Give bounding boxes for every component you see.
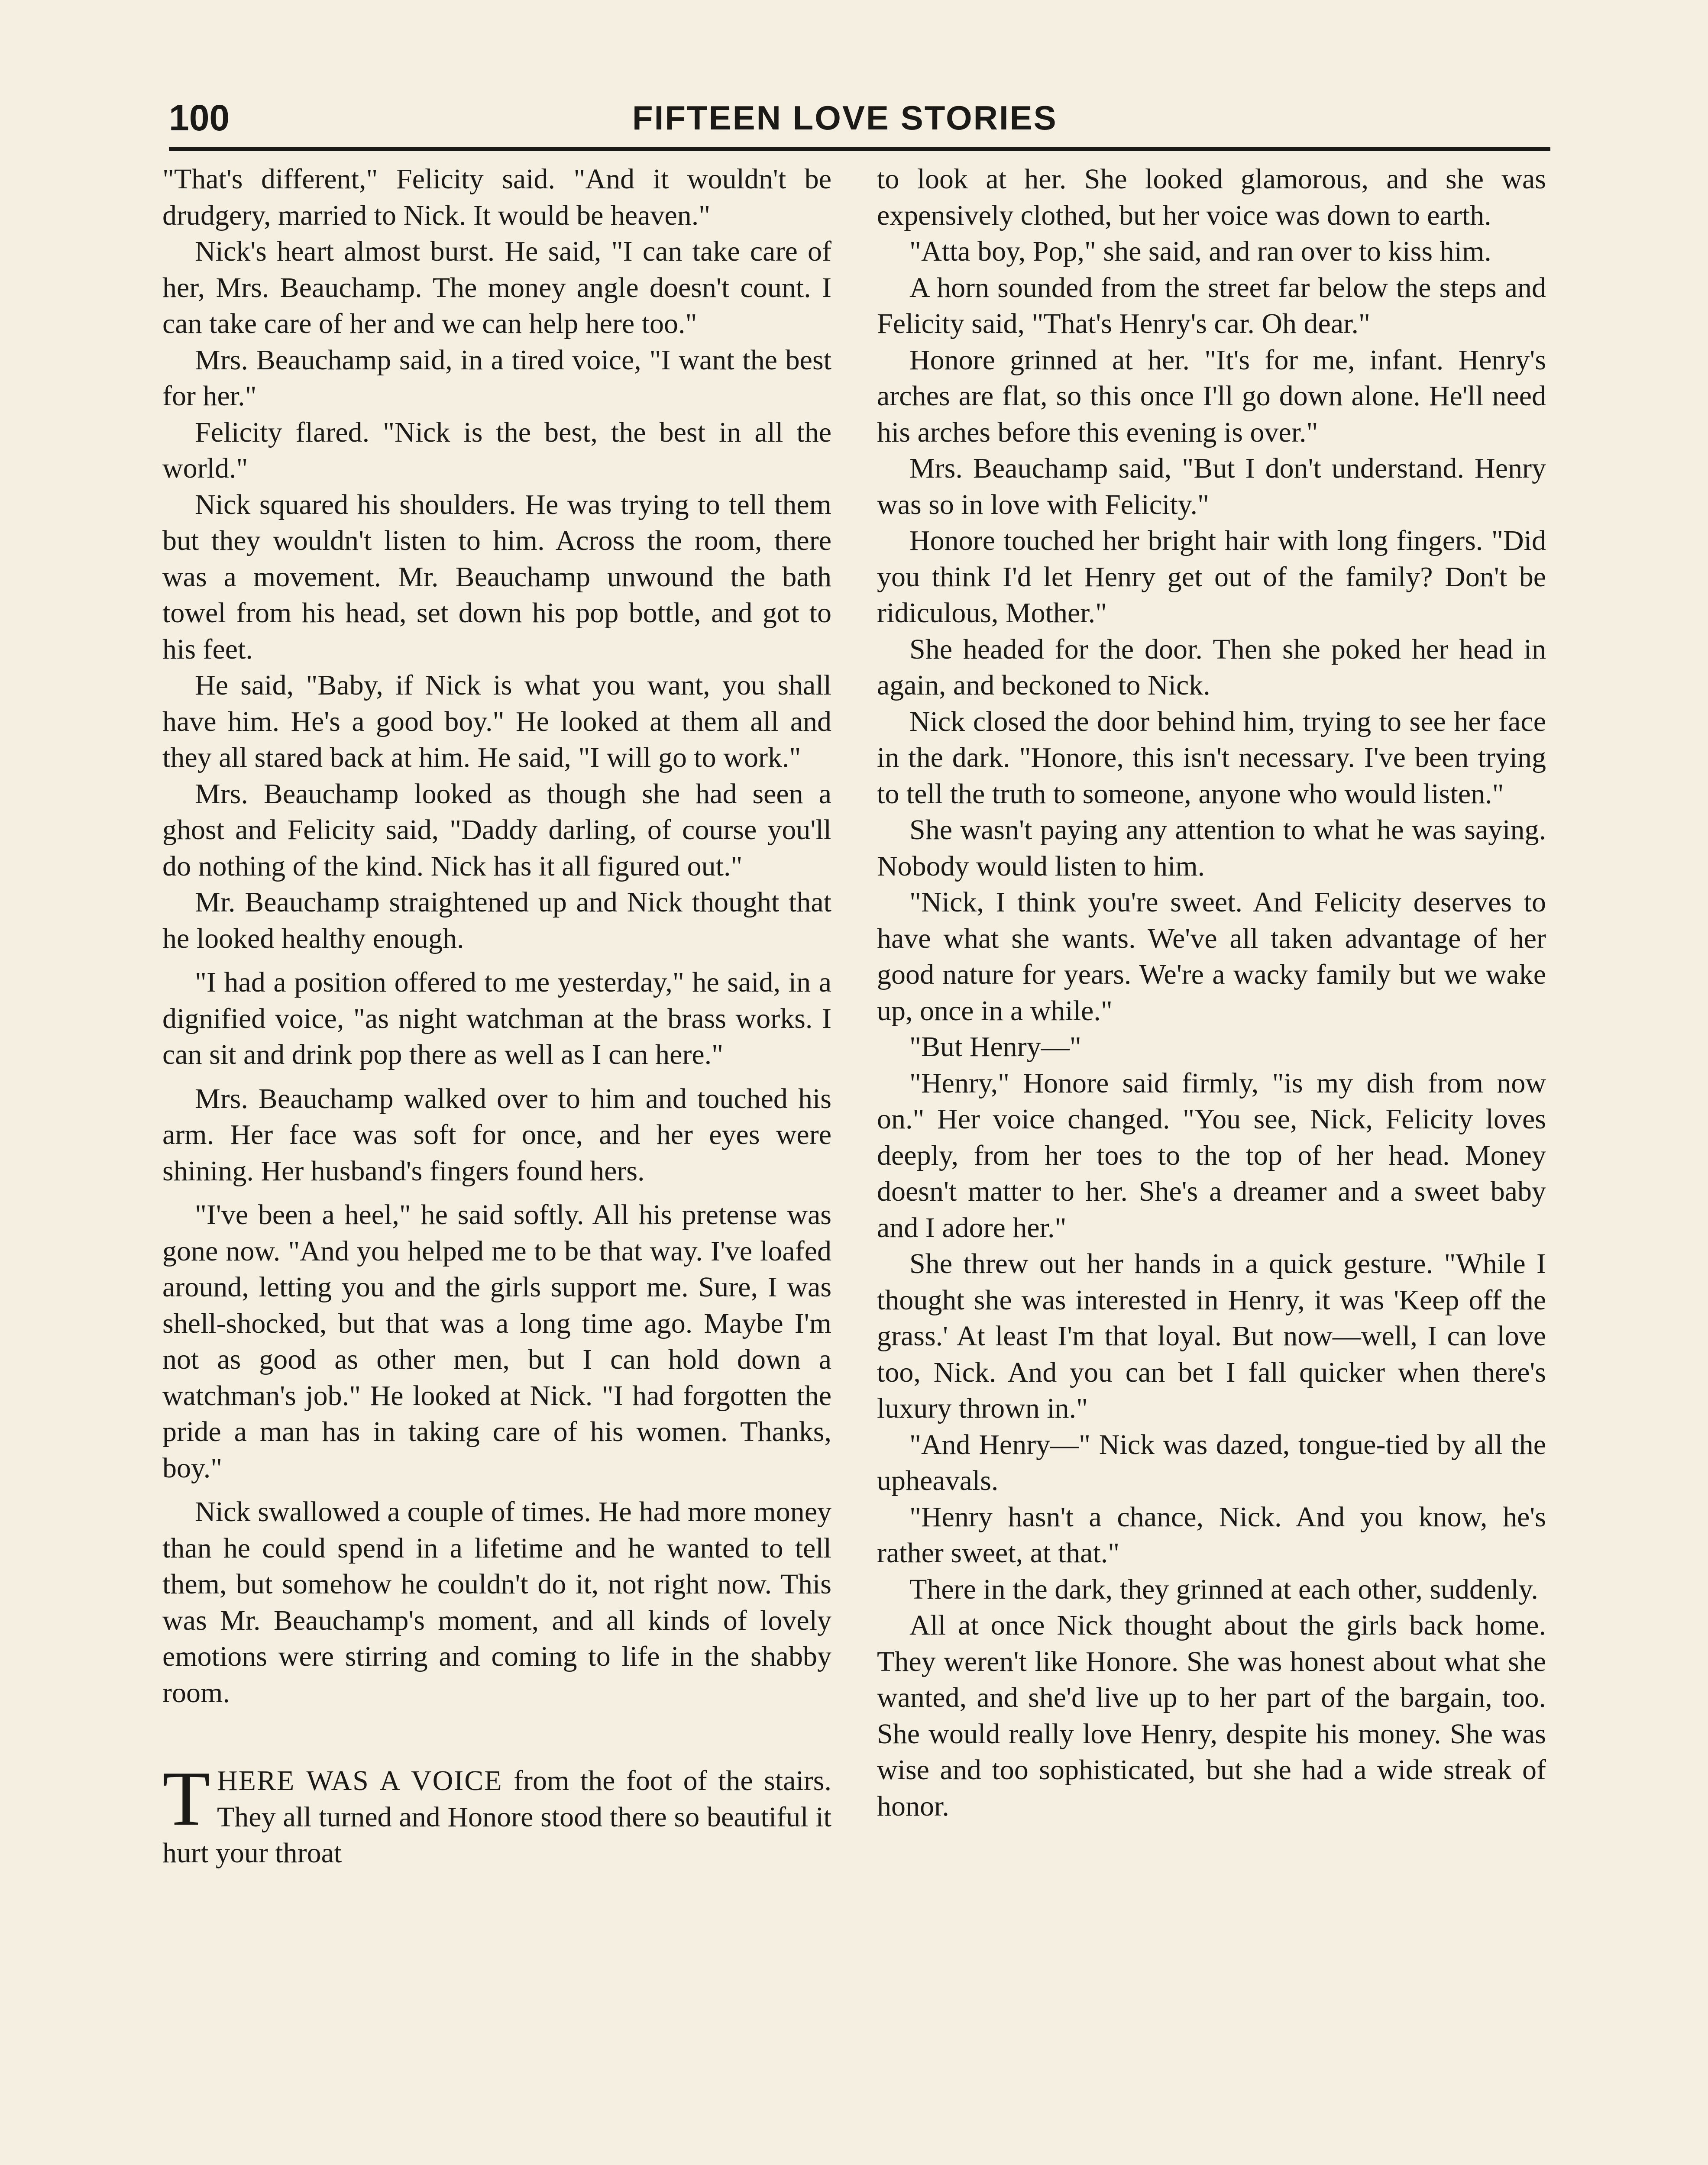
paragraph: Felicity flared. "Nick is the best, the best in all the world." — [162, 416, 831, 484]
paragraph: "I've been a heel," he said softly. All his pretense was gone now. "And you helped me to be that way. I've loafed around, letting you and the girls support me. Sure, I was shell-shocked, but that was a long time ago. Maybe I'm not as good as other men, but I can hold down a watchman's job." He looked at Nick. "I had forgotten the pride a man has in taking care of his women. Thanks, boy." — [162, 1199, 831, 1484]
paragraph: All at once Nick thought about the girls back home. They weren't like Honore. She was honest about what she wanted, and she'd live up to her part of the bargain, too. She would really love Henry, despite his money. She was wise and too sophisticated, but she had a wide streak of honor. — [877, 1609, 1546, 1822]
paragraph: She threw out her hands in a quick gesture. "While I thought she was interested in Henry, it was 'Keep off the grass.' At least I'm that loyal. But now—well, I can love too, Nick. And you can bet I fall quicker when there's luxury thrown in." — [877, 1248, 1546, 1424]
paragraph: "Nick, I think you're sweet. And Felicity deserves to have what she wants. We've all taken advantage of her good nature for years. We're a wacky family but we wake up, once in a while." — [877, 886, 1546, 1027]
paragraph: "I had a position offered to me yesterday," he said, in a dignified voice, "as night watchman at the brass works. I can sit and drink pop there as well as I can here." — [162, 966, 831, 1070]
paragraph: "That's different," Felicity said. "And it wouldn't be drudgery, married to Nick. It would be heaven." — [162, 163, 831, 231]
paragraph: Nick squared his shoulders. He was trying to tell them but they wouldn't listen to him. Across the room, there was a movement. Mr. Beauchamp unwound the bath towel from his head, set down his pop bottle, and got to his feet. — [162, 488, 831, 665]
paragraph: There in the dark, they grinned at each other, suddenly. — [909, 1573, 1538, 1605]
paragraph: Mrs. Beauchamp said, "But I don't understand. Henry was so in love with Felicity." — [877, 452, 1546, 520]
drop-cap: T — [162, 1755, 210, 1842]
paragraph: Nick swallowed a couple of times. He had more money than he could spend in a lifetime and he wanted to tell them, but somehow he couldn't do it, not right now. This was Mr. Beauchamp's moment, and all kinds of lovely emotions were stirring and coming to life in the shabby room. — [162, 1496, 831, 1709]
paragraph: Nick closed the door behind him, trying to see her face in the dark. "Honore, this isn't necessary. I've been trying to tell the truth to someone, anyone who would listen." — [877, 705, 1546, 810]
paragraph: Mr. Beauchamp straightened up and Nick thought that he looked healthy enough. — [162, 886, 831, 954]
running-title: FIFTEEN LOVE STORIES — [632, 99, 1058, 137]
section-lead-in: HERE WAS A VOICE — [217, 1765, 503, 1797]
page-number: 100 — [169, 97, 230, 138]
paragraph: Mrs. Beauchamp looked as though she had seen a ghost and Felicity said, "Daddy darling, of course you'll do nothing of the kind. Nick has it all figured out." — [162, 778, 831, 882]
paragraph: "Atta boy, Pop," she said, and ran over to kiss him. — [909, 236, 1491, 267]
paragraph: "Henry," Honore said firmly, "is my dish from now on." Her voice changed. "You see, Nick, Felicity loves deeply, from her toes to the top of her head. Money doesn't matter to her. She's a dreamer and a sweet baby and I adore her." — [877, 1067, 1546, 1244]
section-opening-paragraph — [162, 1755, 831, 1871]
paragraph: Honore grinned at her. "It's for me, infant. Henry's arches are flat, so this once I'll go down alone. He'll need his arches before this evening is over." — [877, 344, 1546, 448]
paragraph: Mrs. Beauchamp said, in a tired voice, "I want the best for her." — [162, 344, 831, 412]
paragraph: A horn sounded from the street far below the steps and Felicity said, "That's Henry's car. Oh dear." — [877, 271, 1546, 339]
right-column — [877, 161, 1546, 1824]
paragraph: He said, "Baby, if Nick is what you want, you shall have him. He's a good boy." He looked at them all and they all stared back at him. He said, "I will go to work." — [162, 669, 831, 773]
left-column — [162, 161, 831, 1871]
paragraph: She headed for the door. Then she poked her head in again, and beckoned to Nick. — [877, 633, 1546, 701]
paragraph: "Henry hasn't a chance, Nick. And you know, he's rather sweet, at that." — [877, 1501, 1546, 1569]
paragraph: Mrs. Beauchamp walked over to him and touched his arm. Her face was soft for once, and her eyes were shining. Her husband's fingers found hers. — [162, 1082, 831, 1187]
section-text: from the foot of the stairs. They all turned and Honore stood there so beautiful it hurt your throat — [162, 1765, 831, 1869]
paragraph: She wasn't paying any attention to what he was saying. Nobody would listen to him. — [877, 814, 1546, 882]
paragraph: "But Henry—" — [909, 1031, 1081, 1063]
paragraph: Honore touched her bright hair with long fingers. "Did you think I'd let Henry get out of the family? Don't be ridiculous, Mother." — [877, 525, 1546, 629]
paragraph: to look at her. She looked glamorous, and she was expensively clothed, but her voice was down to earth. — [877, 163, 1546, 231]
paragraph: Nick's heart almost burst. He said, "I can take care of her, Mrs. Beauchamp. The money angle doesn't count. I can take care of her and we can help here too." — [162, 236, 831, 339]
page-header — [169, 91, 1550, 151]
paragraph: "And Henry—" Nick was dazed, tongue-tied by all the upheavals. — [877, 1428, 1546, 1496]
